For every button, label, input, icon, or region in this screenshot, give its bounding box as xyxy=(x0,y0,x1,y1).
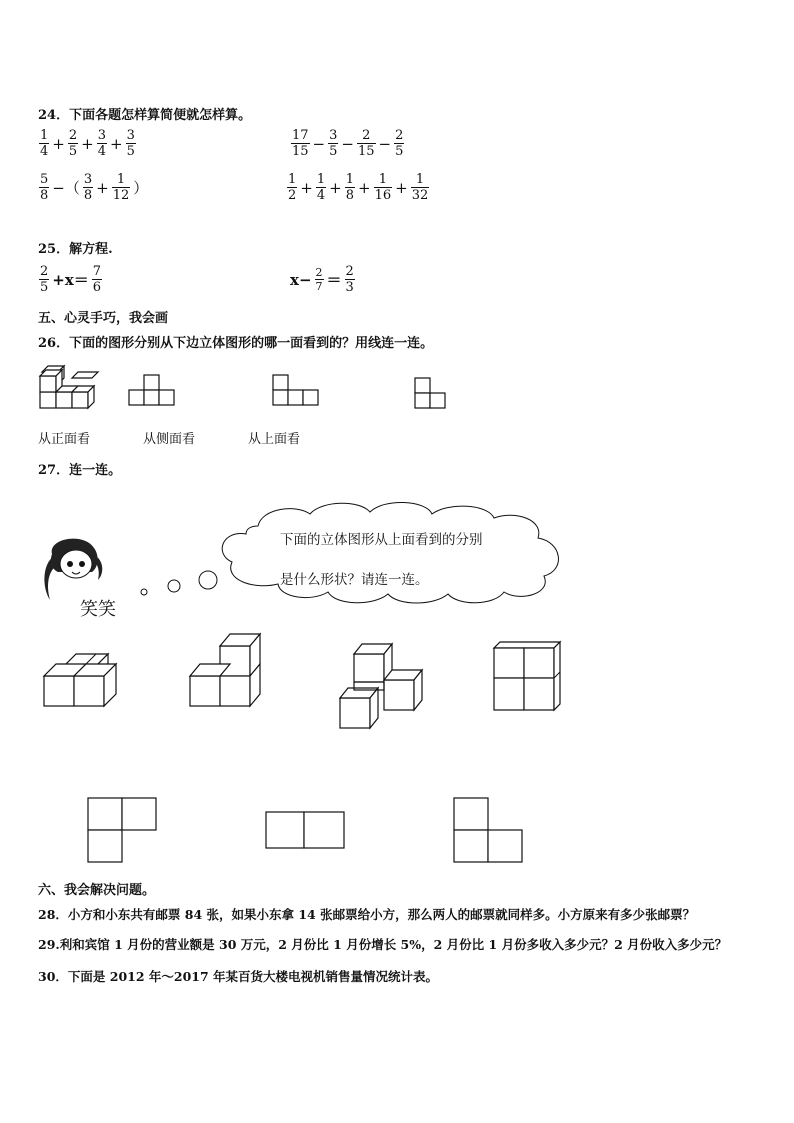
q26-view-grid-1 xyxy=(128,374,178,408)
q24-expression-2: $\frac{17}{15}$ − $\frac{3}{5}$ − $\frac{2}{15}$ − $\frac{2}{5}$ xyxy=(292,128,404,159)
character-name: 笑笑 xyxy=(80,599,116,620)
q26-view-grid-3 xyxy=(414,376,448,412)
fraction: $\frac{1}{4}$ xyxy=(40,128,49,159)
section-6-heading: 六、我会解决问题。 xyxy=(38,883,156,898)
fraction: $\frac{3}{4}$ xyxy=(97,128,106,159)
q24-title: 24．下面各题怎样算简便就怎样算。 xyxy=(38,108,252,123)
q27-title: 27．连一连。 xyxy=(38,463,122,478)
q25-title: 25．解方程. xyxy=(38,242,113,257)
q27-top-view-3 xyxy=(452,796,526,864)
fraction: $\frac{2}{5}$ xyxy=(68,128,78,159)
thought-bubble-dots xyxy=(136,566,226,600)
q27-solid-figure-3 xyxy=(338,642,430,730)
fraction: $\frac{3}{5}$ xyxy=(126,128,135,159)
thought-cloud-line-1: 下面的立体图形从上面看到的分别 xyxy=(280,532,483,548)
q29-text: 29.利和宾馆 1 月份的营业额是 30 万元，2 月份比 1 月份增长 5%，2 月份比 1 月份多收入多少元？2 月份收入多少元？ xyxy=(38,937,728,952)
q26-title: 26．下面的图形分别从下边立体图形的哪一面看到的？用线连一连。 xyxy=(38,336,434,351)
q30-text: 30．下面是 2012 年～2017 年某百货大楼电视机销售量情况统计表。 xyxy=(38,969,439,984)
q27-solid-figure-4 xyxy=(490,640,572,716)
q27-solid-figure-2 xyxy=(186,630,266,710)
thought-cloud-line-2: 是什么形状？请连一连。 xyxy=(280,572,429,588)
q27-solid-figure-1 xyxy=(40,650,150,710)
q26-label-front: 从正面看 xyxy=(38,432,91,447)
q26-solid-figure xyxy=(36,364,106,410)
q24-expression-1: $\frac{1}{4}$ + $\frac{2}{5}$ + $\frac{3}{4}$ + $\frac{3}{5}$ xyxy=(40,128,135,159)
thought-cloud xyxy=(218,498,576,608)
q28-text: 28．小方和小东共有邮票 84 张，如果小东拿 14 张邮票给小方，那么两人的邮票就同样多。小方原来有多少张邮票？ xyxy=(38,907,696,922)
q27-top-view-1 xyxy=(86,796,158,864)
q27-top-view-2 xyxy=(264,810,348,850)
q25-equation-2: x− $\frac{2}{7}$ ＝ $\frac{2}{3}$ xyxy=(290,264,354,295)
q24-expression-3: $\frac{5}{8}$ −（ $\frac{3}{8}$ + $\frac{1}{12}$ ） xyxy=(40,172,149,203)
q26-view-grid-2 xyxy=(272,374,322,408)
section-5-heading: 五、心灵手巧，我会画 xyxy=(38,311,169,326)
q26-label-top: 从上面看 xyxy=(248,432,301,447)
q26-label-side: 从侧面看 xyxy=(143,432,196,447)
q24-expression-4: $\frac{1}{2}$ + $\frac{1}{4}$ + $\frac{1}{8}$ + $\frac{1}{16}$ + $\frac{1}{32}$ xyxy=(288,172,429,203)
q25-equation-1: $\frac{2}{5}$ +x＝ $\frac{7}{6}$ xyxy=(40,264,102,295)
